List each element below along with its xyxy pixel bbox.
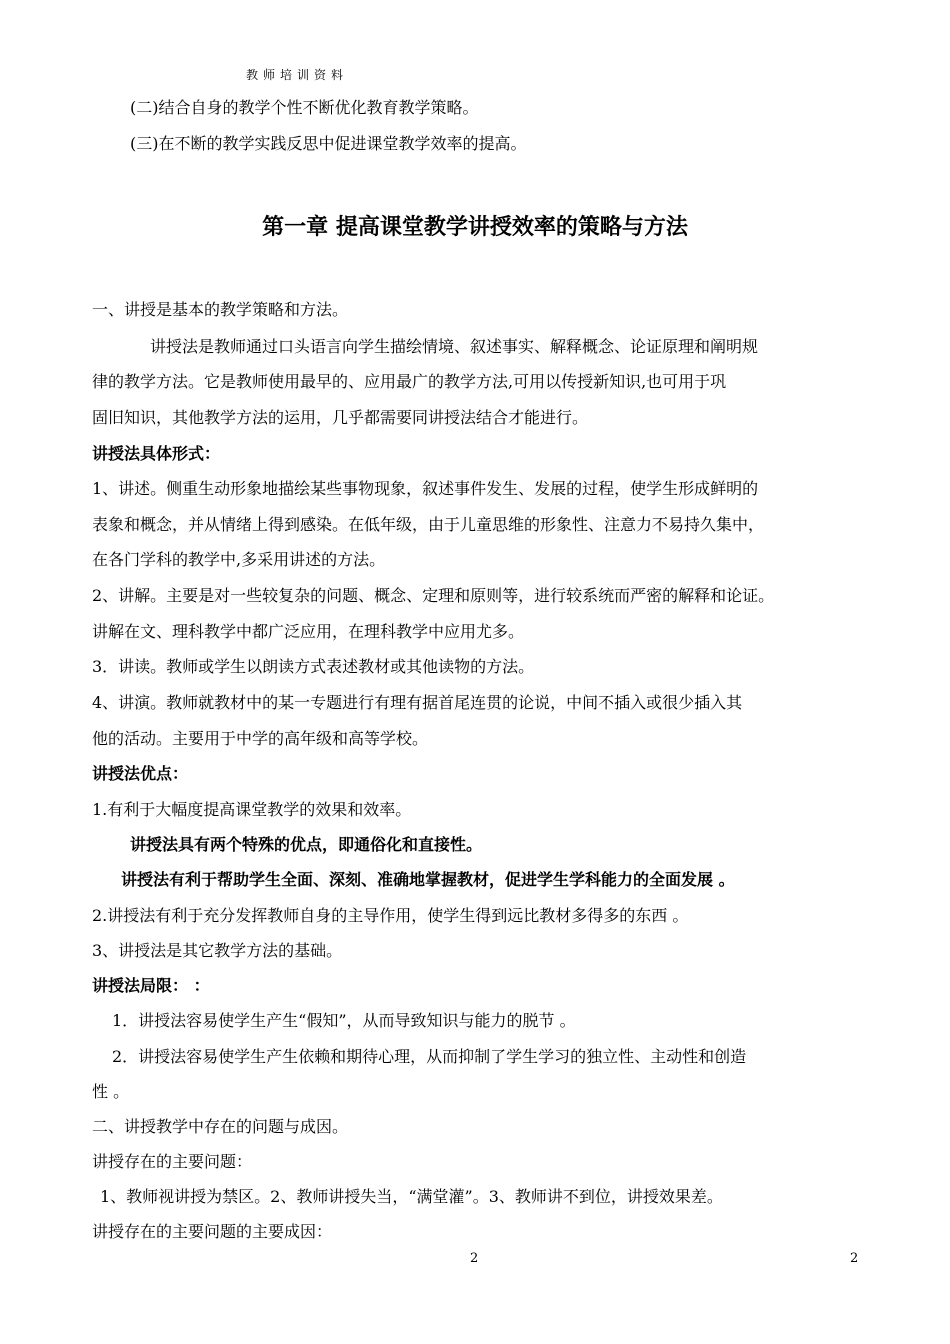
causes-heading: 讲授存在的主要问题的主要成因： <box>92 1222 333 1241</box>
page-number-right: 2 <box>850 1251 859 1266</box>
paragraph-line: 讲授法是教师通过口头语言向学生描绘情境、叙述事实、解释概念、论证原理和阐明规 <box>150 337 759 356</box>
paragraph-line: 固旧知识，其他教学方法的运用，几乎都需要同讲授法结合才能进行。 <box>92 408 589 427</box>
intro-item-3: (三)在不断的教学实践反思中促进课堂教学效率的提高。 <box>130 134 527 153</box>
limit-1: 1．讲授法容易使学生产生“假知”，从而导致知识与能力的脱节 。 <box>112 1011 576 1030</box>
forms-line: 3．讲读。教师或学生以朗读方式表述教材或其他读物的方法。 <box>92 657 535 676</box>
section-1-heading: 一、讲授是基本的教学策略和方法。 <box>92 300 349 319</box>
merit-2: 2.讲授法有利于充分发挥教师自身的主导作用，使学生得到远比教材多得多的东西 。 <box>92 906 689 925</box>
merit-1-bold-b: 讲授法有利于帮助学生全面、深刻、准确地掌握教材，促进学生学科能力的全面发展 。 <box>121 870 735 889</box>
limit-2: 2．讲授法容易使学生产生依赖和期待心理，从而抑制了学生学习的独立性、主动性和创造 <box>112 1047 747 1066</box>
merit-1: 1.有利于大幅度提高课堂教学的效果和效率。 <box>92 800 412 819</box>
problems-list: 1、教师视讲授为禁区。2、教师讲授失当，“满堂灌”。3、教师讲不到位，讲授效果差。 <box>100 1187 723 1206</box>
page-header: 教师培训资料 <box>246 68 349 82</box>
merits-heading: 讲授法优点： <box>92 764 189 783</box>
intro-item-2: (二)结合自身的教学个性不断优化教育教学策略。 <box>130 98 479 117</box>
chapter-title: 第一章 提高课堂教学讲授效率的策略与方法 <box>262 215 688 240</box>
section-2-heading: 二、讲授教学中存在的问题与成因。 <box>92 1117 349 1136</box>
forms-heading: 讲授法具体形式： <box>92 444 221 463</box>
forms-line: 表象和概念，并从情绪上得到感染。在低年级，由于儿童思维的形象性、注意力不易持久集中， <box>92 515 765 534</box>
merit-1-bold-a: 讲授法具有两个特殊的优点，即通俗化和直接性。 <box>130 835 483 854</box>
forms-line: 讲解在文、理科教学中都广泛应用，在理科教学中应用尤多。 <box>92 622 525 641</box>
limit-2-cont: 性 。 <box>92 1082 130 1101</box>
problems-heading: 讲授存在的主要问题： <box>92 1152 253 1171</box>
forms-line: 他的活动。主要用于中学的高年级和高等学校。 <box>92 729 429 748</box>
forms-line: 在各门学科的教学中,多采用讲述的方法。 <box>92 550 386 569</box>
limits-heading: 讲授法局限： ： <box>92 976 210 995</box>
forms-line: 1、讲述。侧重生动形象地描绘某些事物现象，叙述事件发生、发展的过程，使学生形成鲜明的 <box>92 479 759 498</box>
forms-line: 4、讲演。教师就教材中的某一专题进行有理有据首尾连贯的论说，中间不插入或很少插入其 <box>92 693 743 712</box>
forms-line: 2、讲解。主要是对一些较复杂的问题、概念、定理和原则等，进行较系统而严密的解释和论证。 <box>92 586 775 605</box>
merit-3: 3、讲授法是其它教学方法的基础。 <box>92 941 343 960</box>
page-number-center: 2 <box>470 1251 479 1266</box>
paragraph-line: 律的教学方法。它是教师使用最早的、应用最广的教学方法,可用以传授新知识,也可用于巩 <box>92 372 727 391</box>
